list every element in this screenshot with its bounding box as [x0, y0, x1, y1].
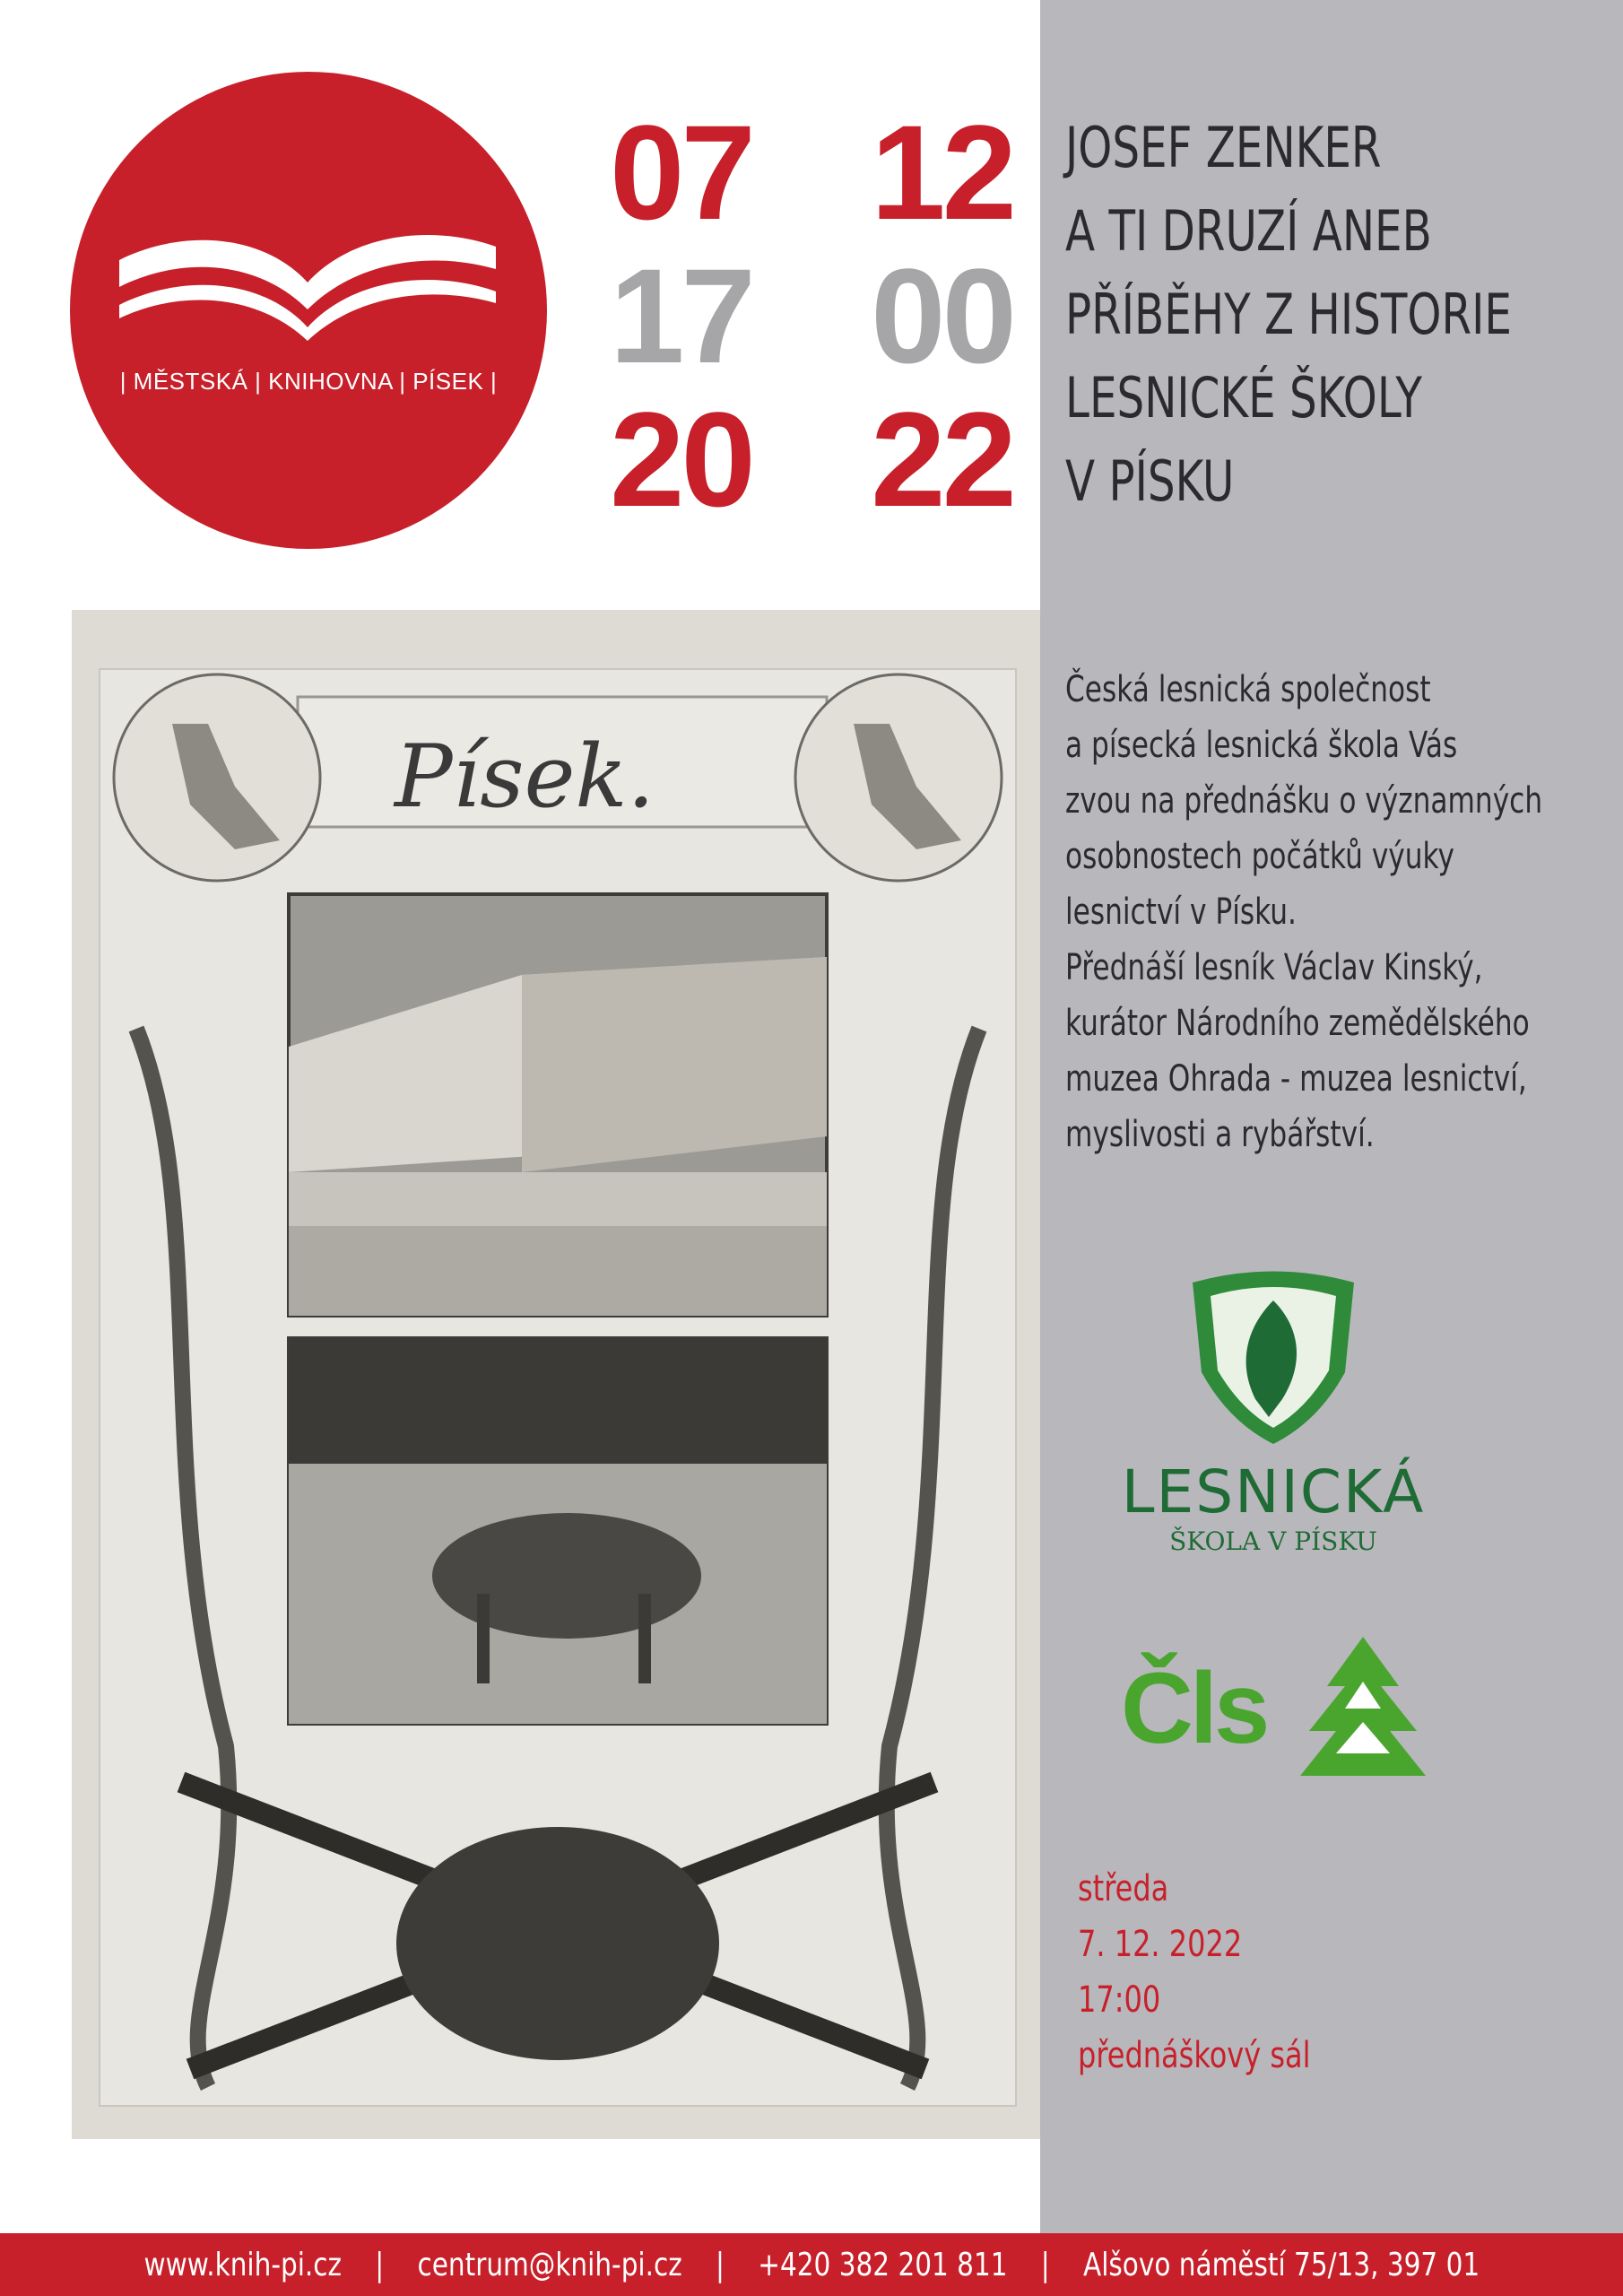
event-date: 7. 12. 2022 — [1078, 1924, 1243, 1965]
footer-separator: | — [374, 2246, 384, 2283]
date-year — [610, 384, 1013, 535]
time-minutes: 00 — [871, 240, 1013, 391]
postcard-frame — [99, 668, 1017, 2107]
date-block — [610, 97, 1013, 535]
event-title — [1065, 106, 1512, 523]
postcard-image — [72, 610, 1040, 2139]
date-day: 07 — [610, 97, 752, 248]
year-second: 22 — [871, 384, 1013, 535]
title-line: PŘÍBĚHY Z HISTORIE — [1065, 282, 1512, 347]
event-place: přednáškový sál — [1078, 2035, 1311, 2076]
time-hours: 17 — [610, 240, 752, 391]
footer-email-link[interactable]: centrum@knih-pi.cz — [417, 2246, 682, 2283]
library-name: | MĚSTSKÁ | KNIHOVNA | PÍSEK | — [119, 368, 498, 395]
footer-phone[interactable]: +420 382 201 811 — [757, 2246, 1008, 2283]
school-subtitle: ŠKOLA V PÍSKU — [1169, 1526, 1377, 1556]
tree-recycle-icon — [1282, 1632, 1444, 1785]
forestry-school-logo — [1112, 1265, 1435, 1561]
title-line: JOSEF ZENKER — [1065, 115, 1382, 180]
cls-text: Čls — [1121, 1652, 1267, 1764]
date-time — [610, 240, 1013, 391]
title-line: A TI DRUZÍ ANEB — [1065, 198, 1432, 264]
description-line: osobnostech počátků výuky — [1065, 836, 1454, 877]
event-day: středa — [1078, 1868, 1169, 1909]
description-line: a písecká lesnická škola Vás — [1065, 725, 1458, 766]
description-line: Česká lesnická společnost — [1065, 669, 1431, 710]
title-line: LESNICKÉ ŠKOLY — [1065, 365, 1422, 430]
description-line: zvou na přednášku o významných — [1065, 780, 1543, 822]
footer — [0, 2233, 1623, 2296]
footer-separator: | — [1040, 2246, 1050, 2283]
title-line: V PÍSKU — [1065, 448, 1235, 514]
library-logo — [70, 72, 547, 549]
event-description — [1065, 662, 1597, 1162]
date-month: 12 — [871, 97, 1013, 248]
shield-leaf-icon — [1112, 1265, 1435, 1453]
description-line: lesnictví v Písku. — [1065, 891, 1297, 933]
description-line: Přednáší lesník Václav Kinský, — [1065, 947, 1483, 988]
event-info — [1078, 1861, 1311, 2083]
footer-website-link[interactable]: www.knih-pi.cz — [143, 2246, 342, 2283]
event-time: 17:00 — [1078, 1979, 1161, 2021]
postcard-title: Písek. — [395, 726, 655, 827]
cls-logo — [1121, 1632, 1444, 1785]
footer-address: Alšovo náměstí 75/13, 397 01 — [1082, 2246, 1480, 2283]
year-first: 20 — [610, 384, 752, 535]
description-line: myslivosti a rybářství. — [1065, 1114, 1375, 1155]
open-book-icon — [110, 206, 505, 350]
footer-contacts — [143, 2247, 1480, 2283]
date-day-month — [610, 97, 1013, 248]
description-line: muzea Ohrada - muzea lesnictví, — [1065, 1058, 1527, 1100]
postcard-illustration — [100, 670, 1015, 2105]
footer-separator: | — [715, 2246, 725, 2283]
description-line: kurátor Národního zemědělského — [1065, 1003, 1530, 1044]
school-name: LESNICKÁ — [1121, 1457, 1426, 1526]
